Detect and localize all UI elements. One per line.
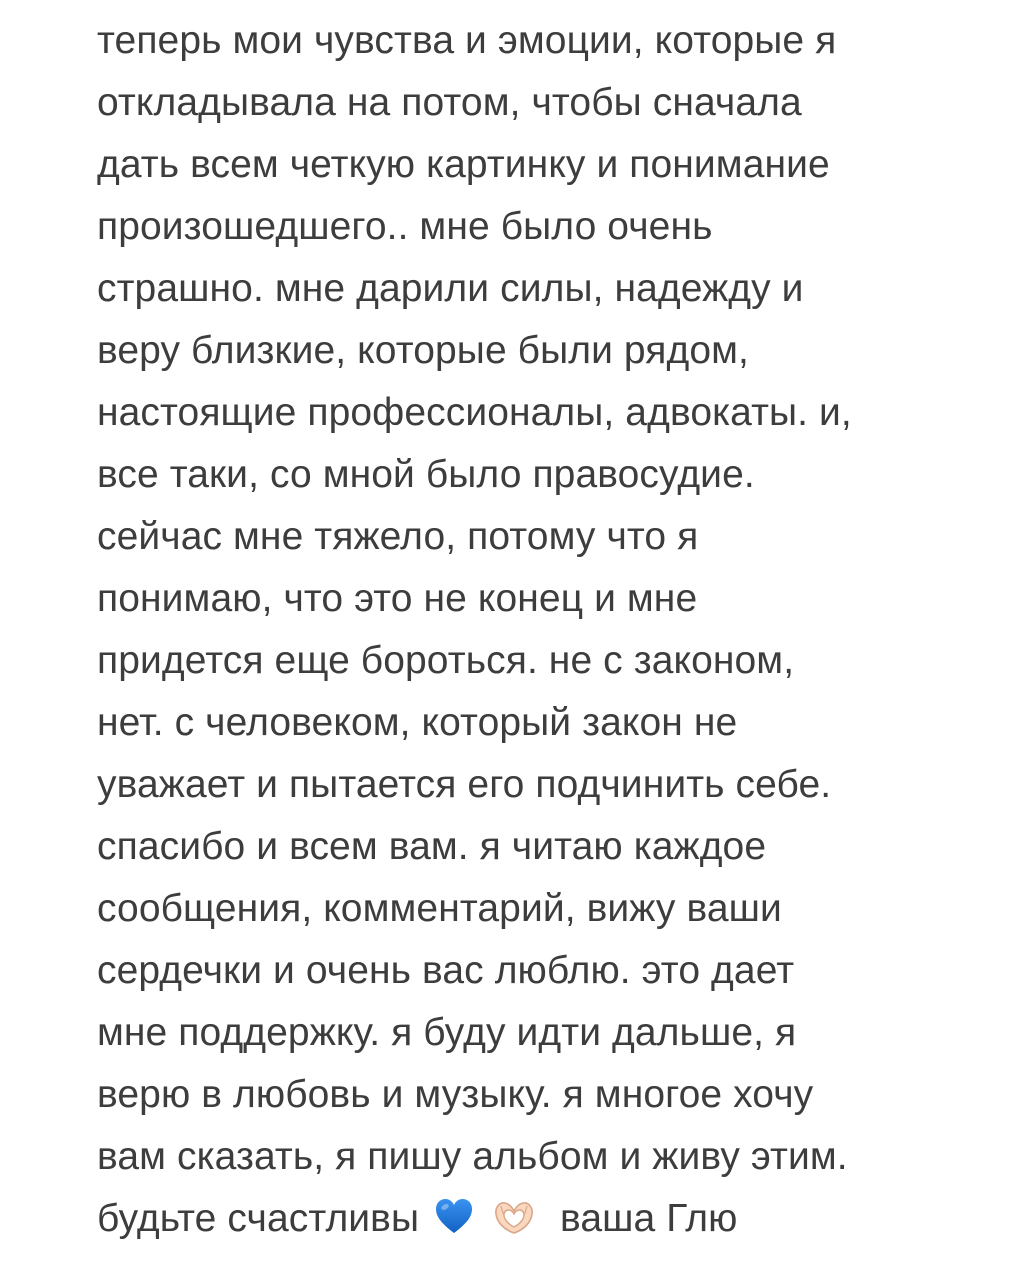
text-line: все таки, со мной было правосудие. bbox=[97, 453, 755, 496]
text-line: веру близкие, которые были рядом, bbox=[97, 329, 749, 372]
message-text bbox=[97, 10, 997, 1250]
text-line: страшно. мне дарили силы, надежду и bbox=[97, 267, 804, 310]
text-line: мне поддержку. я буду идти дальше, я bbox=[97, 1011, 797, 1054]
text-line: вам сказать, я пишу альбом и живу этим. bbox=[97, 1135, 848, 1178]
text-line: сердечки и очень вас люблю. это дает bbox=[97, 949, 795, 992]
text-line: уважает и пытается его подчинить себе. bbox=[97, 763, 832, 806]
text-line: теперь мои чувства и эмоции, которые я bbox=[97, 19, 837, 62]
text-line: сообщения, комментарий, вижу ваши bbox=[97, 887, 782, 930]
text-line: придется еще бороться. не с законом, bbox=[97, 639, 795, 682]
text-line: понимаю, что это не конец и мне bbox=[97, 577, 698, 620]
text-line: дать всем четкую картинку и понимание bbox=[97, 143, 830, 186]
text-line: спасибо и всем вам. я читаю каждое bbox=[97, 825, 767, 868]
text-line: настоящие профессионалы, адвокаты. и, bbox=[97, 391, 852, 434]
text-line: произошедшего.. мне было очень bbox=[97, 205, 713, 248]
blue-heart-icon bbox=[434, 1197, 474, 1237]
text-line: верю в любовь и музыку. я многое хочу bbox=[97, 1073, 814, 1116]
text-line: нет. с человеком, который закон не bbox=[97, 701, 738, 744]
heart-hands-icon bbox=[493, 1197, 535, 1237]
closing-wish: будьте счастливы bbox=[97, 1197, 420, 1240]
text-line: сейчас мне тяжело, потому что я bbox=[97, 515, 699, 558]
signature-line bbox=[97, 1188, 997, 1250]
signature: ваша Глю bbox=[559, 1197, 738, 1240]
text-line: откладывала на потом, чтобы сначала bbox=[97, 81, 802, 124]
